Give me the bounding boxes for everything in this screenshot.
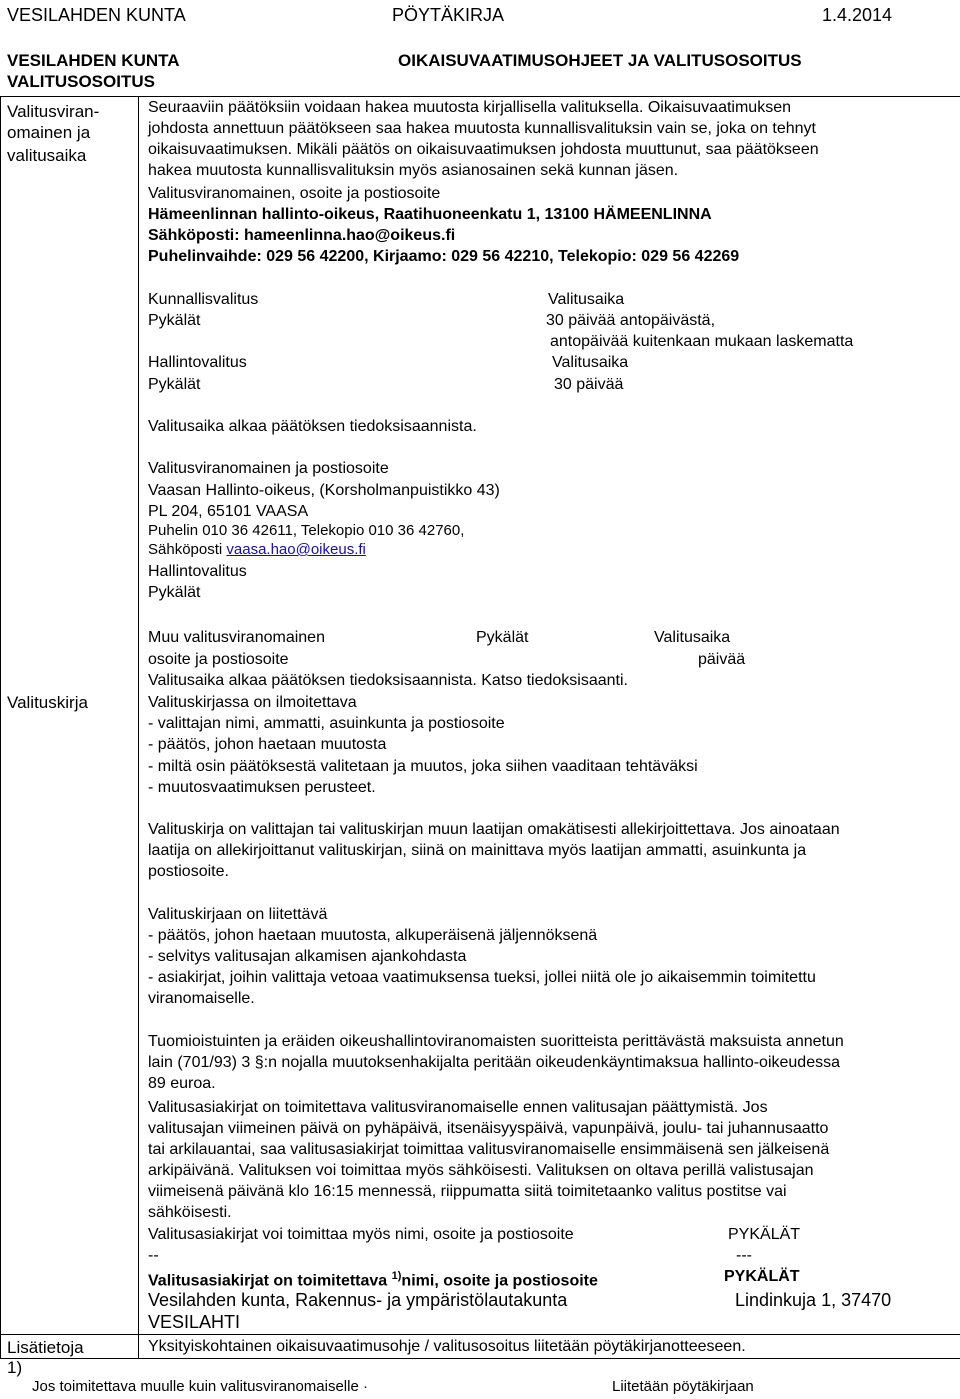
title-municipality: VESILAHDEN KUNTA [7, 51, 180, 70]
other-authority-address: osoite ja postiosoite [148, 651, 289, 668]
submission-city: VESILAHTI [148, 1312, 241, 1332]
appeal-doc-heading: Valituskirjassa on ilmoitettava [148, 694, 357, 711]
appeal-period-label-2: Valitusaika [552, 354, 629, 371]
other-authority-days: päivää [698, 651, 746, 668]
attachment-item: - asiakirjat, joihin valittaja vetoaa vaatimuksensa tueksi, jollei niitä ole jo aikaisemmin toimitettu [148, 969, 816, 986]
hameenlinna-heading: Valitusviranomainen, osoite ja postiosoite [148, 185, 441, 202]
delivery-line: tai arkilauantai, saa valitusasiakirjat toimittaa valitusviranomaiselle ensimmäisenä sen jälkeisenä [148, 1141, 830, 1158]
vaasa-sections: Pykälät [148, 584, 201, 601]
signing-line: laatija on allekirjoittanut valituskirjan, siinä on mainittava myös laatijan ammatti, asuinkunta ja [148, 842, 807, 859]
appeal-doc-item: - miltä osin päätöksestä valitetaan ja muutos, joka siihen vaaditaan tehtäväksi [148, 758, 698, 775]
other-authority-sections: Pykälät [476, 629, 529, 646]
appeal-sections-2: Pykälät [148, 376, 201, 393]
fee-line: 89 euroa. [148, 1075, 216, 1092]
delivery-line: viimeisenä päivänä klo 16:15 mennessä, riippumatta siitä toimitetaanko valitus postitse vai [148, 1183, 787, 1200]
label-appeal-document: Valituskirja [7, 693, 88, 712]
submission-alt-text: Valitusasiakirjat voi toimittaa myös nimi, osoite ja postiosoite [148, 1226, 574, 1243]
delivery-line: arkipäivänä. Valituksen voi toimittaa myös sähköisesti. Valituksen on oltava perillä valistusajan [148, 1162, 814, 1179]
footer-attachment-note: Liitetään pöytäkirjaan [612, 1378, 754, 1395]
intro-line: johdosta annettuun päätökseen saa hakea muutosta kunnallisvalituksin vain se, joka on tehnyt [148, 120, 816, 137]
table-left-border [0, 97, 1, 1359]
other-authority-note: Valitusaika alkaa päätöksen tiedoksisaannista. Katso tiedoksisaanti. [148, 672, 628, 689]
table-column-divider [138, 97, 139, 1359]
title-document: OIKAISUVAATIMUSOHJEET JA VALITUSOSOITUS [398, 51, 802, 70]
appeal-doc-item: - päätös, johon haetaan muutosta [148, 736, 387, 753]
footnote-marker: 1) [7, 1358, 23, 1377]
vaasa-phones: Puhelin 010 36 42611, Telekopio 010 36 42760, [148, 522, 465, 539]
delivery-line: valitusajan viimeinen päivä on pyhäpäivä, itsenäisyyspäivä, vapunpäivä, joulu- tai juhannusaatto [148, 1120, 829, 1137]
vaasa-email-link[interactable]: vaasa.hao@oikeus.fi [226, 541, 366, 558]
label-authority-line2: omainen ja [7, 123, 91, 142]
delivery-line: sähköisesti. [148, 1204, 232, 1221]
vaasa-name: Vaasan Hallinto-oikeus, (Korsholmanpuistikko 43) [148, 482, 500, 499]
appeal-doc-item: - valittajan nimi, ammatti, asuinkunta ja postiosoite [148, 715, 505, 732]
hameenlinna-email: Sähköposti: hameenlinna.hao@oikeus.fi [148, 227, 456, 244]
attachment-item: viranomaiselle. [148, 990, 255, 1007]
hameenlinna-phones: Puhelinvaihde: 029 56 42200, Kirjaamo: 029 56 42210, Telekopio: 029 56 42269 [148, 248, 740, 265]
fee-line: lain (701/93) 3 §:n nojalla muutoksenhakijalta peritään oikeudenkäyntimaksua hallinto-oikeudessa [148, 1054, 840, 1071]
submission-heading-text: Valitusasiakirjat on toimitettava [148, 1272, 392, 1290]
label-more-info: Lisätietoja [7, 1338, 84, 1357]
intro-line: Seuraaviin päätöksiin voidaan hakea muutosta kirjallisella valituksella. Oikaisuvaatimuksen [148, 99, 791, 116]
fee-line: Tuomioistuinten ja eräiden oikeushallintoviranomaisten suoritteista perittävästä maksuista annetun [148, 1033, 844, 1050]
attachment-item: - päätös, johon haetaan muutosta, alkuperäisenä jäljennöksenä [148, 927, 598, 944]
vaasa-email-label: Sähköposti [148, 541, 227, 558]
other-authority-label: Muu valitusviranomainen [148, 629, 325, 646]
info-row-rule [0, 1334, 960, 1335]
table-bottom-rule [0, 1358, 960, 1359]
appeal-doc-item: - muutosvaatimuksen perusteet. [148, 779, 376, 796]
intro-line: oikaisuvaatimuksen. Mikäli päätös on oikaisuvaatimuksen johdosta muuttunut, saa päätökseen [148, 141, 819, 158]
delivery-line: Valitusasiakirjat on toimitettava valitusviranomaiselle ennen valitusajan päättymistä. Jos [148, 1099, 768, 1116]
vaasa-po-box: PL 204, 65101 VAASA [148, 503, 309, 520]
more-info-text: Yksityiskohtainen oikaisuvaatimusohje / valitusosoitus liitetään pöytäkirjanotteeseen. [148, 1338, 746, 1355]
appeal-type-administrative: Hallintovalitus [148, 354, 247, 371]
vaasa-appeal-type: Hallintovalitus [148, 563, 247, 580]
submission-footnote-ref: 1) [391, 1270, 402, 1282]
appeal-period-2: 30 päivää [554, 376, 624, 393]
submission-alt-placeholder: -- [148, 1247, 159, 1264]
header-date: 1.4.2014 [822, 5, 893, 25]
signing-line: Valituskirja on valittajan tai valituskirjan muun laatijan omakätisesti allekirjoittettava. Jos ainoataan [148, 821, 840, 838]
appeal-type-municipal: Kunnallisvalitus [148, 291, 259, 308]
header-doc-type: PÖYTÄKIRJA [392, 5, 505, 25]
other-authority-period: Valitusaika [654, 629, 731, 646]
hameenlinna-address: Hämeenlinnan hallinto-oikeus, Raatihuoneenkatu 1, 13100 HÄMEENLINNA [148, 206, 712, 223]
appeal-period-1-note: antopäivää kuitenkaan mukaan laskematta [550, 333, 854, 350]
label-authority-line3: valitusaika [7, 146, 87, 165]
footer-note: Jos toimitettava muulle kuin valitusviranomaiselle · [32, 1378, 368, 1395]
appeal-sections-1: Pykälät [148, 312, 201, 329]
appeal-start-note: Valitusaika alkaa päätöksen tiedoksisaannista. [148, 418, 477, 435]
intro-line: hakea muutosta kunnallisvalituksin myös asianosainen sekä kunnan jäsen. [148, 162, 679, 179]
attachments-heading: Valituskirjaan on liitettävä [148, 906, 328, 923]
appeal-period-1: 30 päivää antopäivästä, [546, 312, 716, 329]
submission-alt-sections: PYKÄLÄT [728, 1226, 801, 1243]
vaasa-heading: Valitusviranomainen ja postiosoite [148, 460, 389, 477]
attachment-item: - selvitys valitusajan alkamisen ajankohdasta [148, 948, 467, 965]
label-authority-line1: Valitusviran- [7, 102, 100, 121]
submission-street-address: Lindinkuja 1, 37470 [735, 1290, 892, 1310]
section-title: VALITUSOSOITUS [7, 72, 155, 91]
header-municipality: VESILAHDEN KUNTA [7, 5, 186, 25]
appeal-period-label-1: Valitusaika [548, 291, 625, 308]
signing-line: postiosoite. [148, 863, 229, 880]
submission-heading [148, 1266, 598, 1291]
submission-alt-placeholder-right: --- [736, 1247, 752, 1264]
vaasa-email-row [148, 540, 366, 560]
submission-sections: PYKÄLÄT [724, 1268, 800, 1285]
submission-recipient: Vesilahden kunta, Rakennus- ja ympäristölautakunta [148, 1290, 568, 1310]
submission-heading-text-2: nimi, osoite ja postiosoite [401, 1272, 598, 1290]
